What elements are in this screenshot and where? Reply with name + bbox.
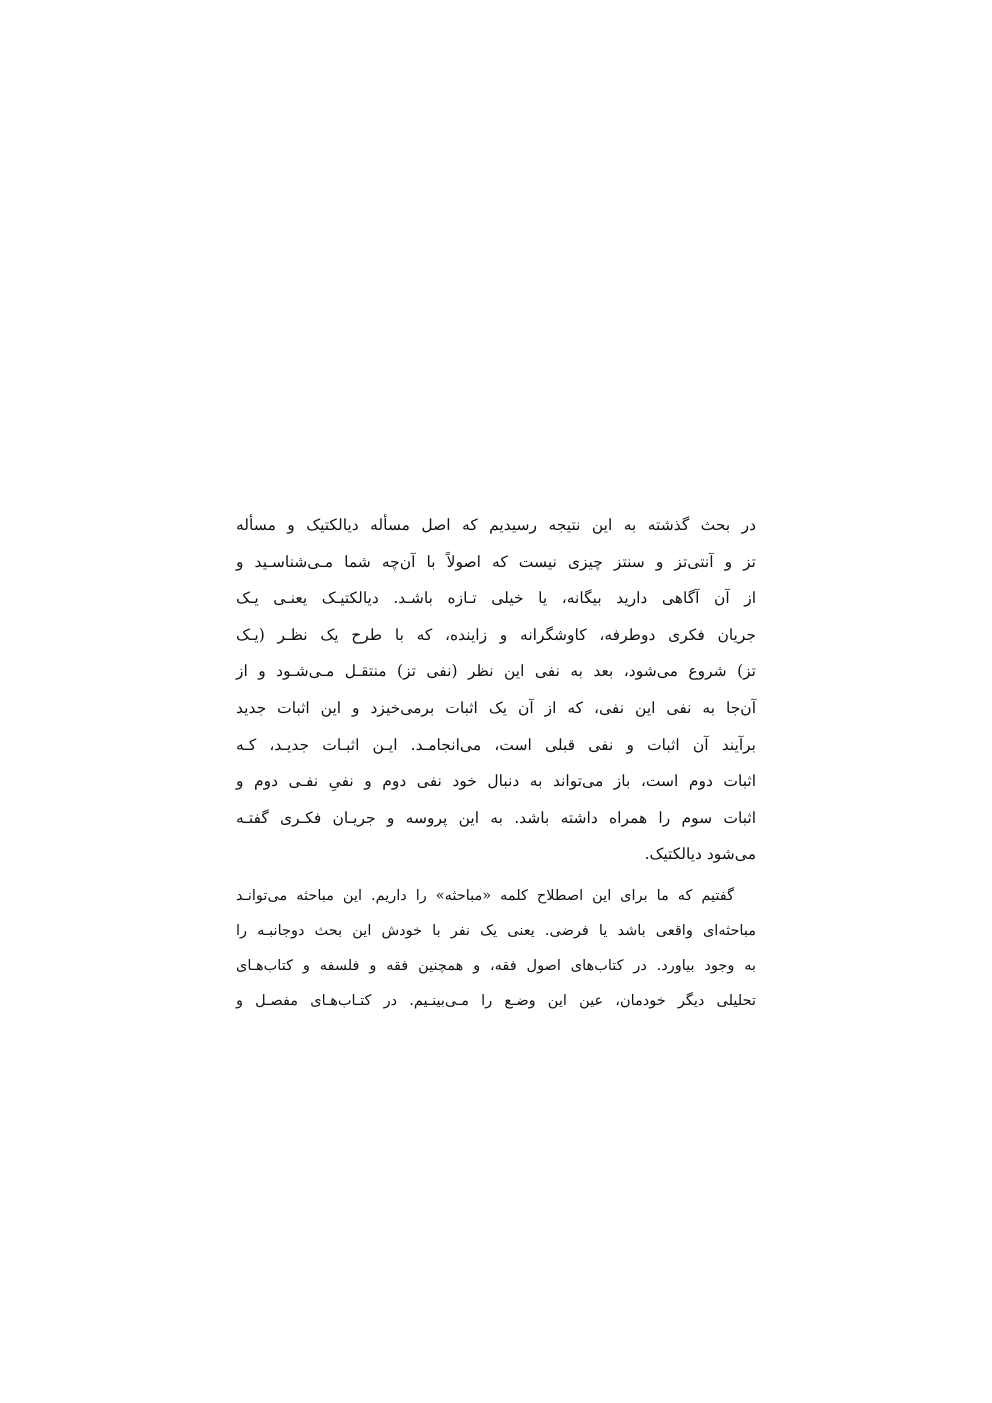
text-line: گفتیم که ما برای این اصطلاح کلمه «مباحثه» را داریم. این مباحثه می‌توانـد [236,887,734,904]
text-line: برآیند آن اثبات و نفی قبلی است، می‌انجامـد. ایـن اثبـات جدیـد، کـه [236,735,756,754]
text-line: اثبات سوم را همراه داشته باشد. به این پروسه و جریـان فکـری گفتـه [236,808,756,827]
text-line: جریان فکری دوطرفه، کاوشگرانه و زاینده، که با طرح یک نظـر (یـک [236,625,756,644]
text-line: مباحثه‌ای واقعی باشد یا فرضی. یعنی یک نفر با خودش این بحث دوجانبـه را [236,922,756,939]
paragraph [236,507,756,873]
paragraph [236,879,756,1019]
text-line: تز) شروع می‌شود، بعد به نفی این نظر (نفی تز) منتقـل مـی‌شـود و از [236,662,756,681]
text-line: می‌شود دیالکتیک. [644,845,756,864]
text-line: اثبات دوم است، باز می‌تواند به دنبال خود نفی دوم و نفیِ نفـی دوم و [236,772,756,791]
text-line: به وجود بیاورد. در کتاب‌های اصول فقه، و همچنین فقه و فلسفه و کتاب‌هـای [236,957,756,974]
text-line: تحلیلی دیگر خودمان، عین این وضـع را مـی‌بینـیم. در کتـاب‌هـای مفصـل و [236,992,756,1009]
body-text [236,507,756,1019]
text-line: از آن آگاهی دارید بیگانه، یا خیلی تـازه باشـد. دیالکتیـک یعنـی یـک [236,589,756,608]
text-line: در بحث گذشته به این نتیجه رسیدیم که اصل مسأله دیالکتیک و مسأله [236,516,756,534]
text-line: آن‌جا به نفی این نفی، که از آن یک اثبات برمی‌خیزد و این اثبات جدید [236,698,756,717]
text-line: تز و آنتی‌تز و سنتز چیزی نیست که اصولاً با آن‌چه شما مـی‌شناسـید و [236,552,756,571]
